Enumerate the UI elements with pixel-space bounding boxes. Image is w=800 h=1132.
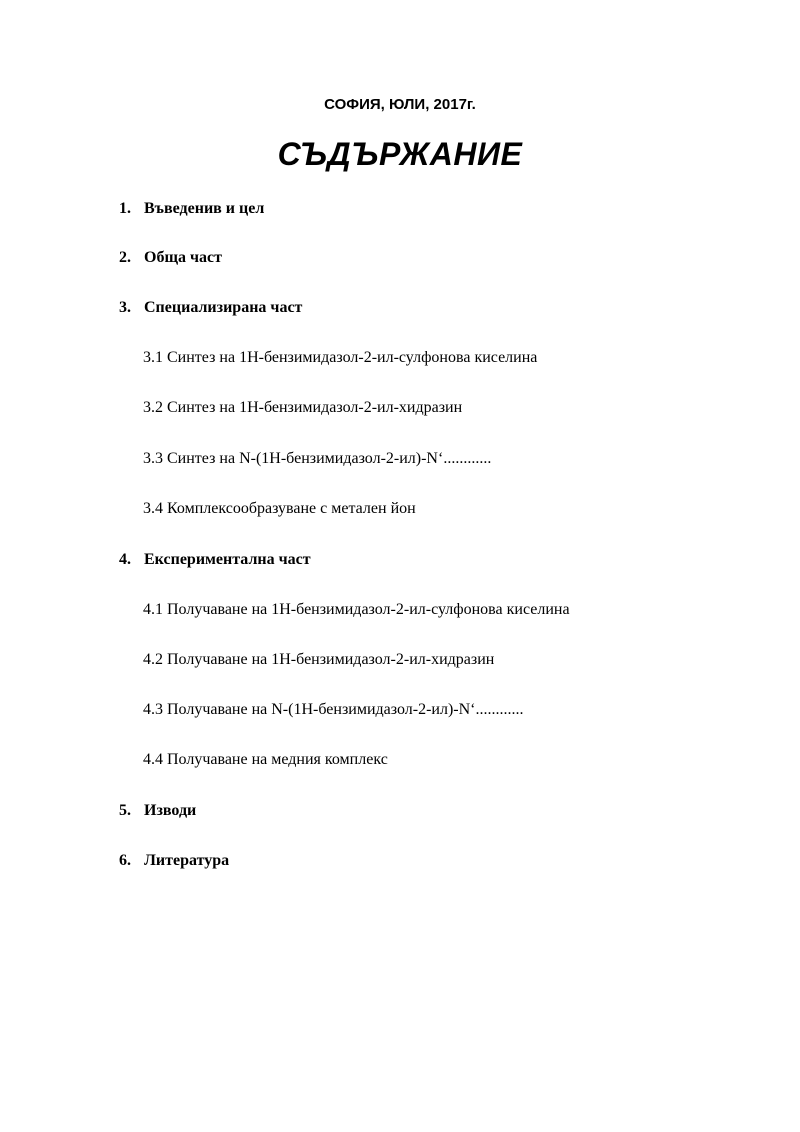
toc-item-number: 4. (119, 551, 131, 568)
toc-subitem-3-3: 3.3 Синтез на N-(1Н-бензимидазол-2-ил)-N‘............ (143, 450, 492, 467)
toc-subitem-4-3: 4.3 Получаване на N-(1Н-бензимидазол-2-ил)-N‘............ (143, 701, 524, 718)
toc-subitem-3-1: 3.1 Синтез на 1Н-бензимидазол-2-ил-сулфонова киселина (143, 349, 538, 366)
toc-item-label: Обща част (144, 249, 222, 266)
toc-item-number: 3. (119, 299, 131, 316)
toc-item-6 (119, 851, 229, 871)
page-title: СЪДЪРЖАНИЕ (277, 136, 523, 172)
toc-item-label: Изводи (144, 802, 197, 819)
toc-subitem-3-2: 3.2 Синтез на 1Н-бензимидазол-2-ил-хидразин (143, 399, 463, 416)
toc-subitem-4-4: 4.4 Получаване на медния комплекс (143, 751, 388, 768)
toc-subitem-4-2: 4.2 Получаване на 1Н-бензимидазол-2-ил-хидразин (143, 651, 495, 668)
toc-subitem-3-4: 3.4 Комплексообразуване с метален йон (143, 500, 416, 517)
toc-item-5 (119, 801, 196, 821)
toc-item-3 (119, 298, 302, 318)
toc-item-1 (119, 199, 264, 219)
toc-item-2 (119, 248, 222, 268)
toc-item-number: 1. (119, 200, 131, 217)
toc-item-number: 2. (119, 249, 131, 266)
toc-item-label: Литература (144, 852, 230, 869)
toc-item-label: Въведенив и цел (144, 200, 265, 217)
toc-item-label: Специализирана част (144, 299, 303, 316)
toc-item-number: 5. (119, 802, 131, 819)
place-date: СОФИЯ, ЮЛИ, 2017г. (324, 96, 476, 113)
toc-item-4 (119, 550, 311, 570)
toc-item-label: Експериментална част (144, 551, 311, 568)
toc-subitem-4-1: 4.1 Получаване на 1Н-бензимидазол-2-ил-сулфонова киселина (143, 601, 570, 618)
toc-item-number: 6. (119, 852, 131, 869)
